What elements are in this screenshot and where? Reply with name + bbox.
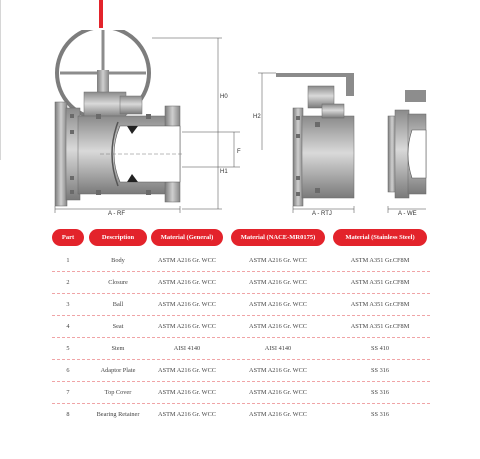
cell-material-stainless: SS 410	[370, 345, 390, 352]
cell-part: 8	[66, 411, 70, 418]
valve-rf-drawing	[55, 30, 182, 206]
header-part: Part	[52, 229, 84, 246]
cell-material-stainless: ASTM A351 Gr.CF8M	[350, 257, 410, 264]
cell-part: 2	[66, 279, 70, 286]
valve-rtj-drawing	[276, 73, 354, 206]
cell-material-general: ASTM A216 Gr. WCC	[158, 389, 216, 396]
cell-description: Closure	[108, 279, 128, 286]
header-material-nace: Material (NACE-MR0175)	[231, 229, 325, 246]
header-material-stainless: Material (Stainless Steel)	[333, 229, 427, 246]
cell-material-general: ASTM A216 Gr. WCC	[158, 367, 216, 374]
cell-description: Bearing Retainer	[96, 411, 140, 418]
cell-material-stainless: SS 316	[370, 411, 390, 418]
table-row	[52, 404, 430, 425]
cell-material-stainless: ASTM A351 Gr.CF8M	[350, 323, 410, 330]
cell-material-nace: ASTM A216 Gr. WCC	[249, 323, 307, 330]
table-header	[52, 229, 430, 247]
cell-description: Stem	[111, 345, 125, 352]
materials-table	[52, 229, 430, 425]
cell-material-general: AISI 4140	[173, 345, 201, 352]
cell-material-general: ASTM A216 Gr. WCC	[158, 301, 216, 308]
cell-material-stainless: ASTM A351 Gr.CF8M	[350, 301, 410, 308]
dim-label-h1: H1	[220, 169, 228, 175]
cell-material-nace: ASTM A216 Gr. WCC	[249, 389, 307, 396]
cell-material-stainless: SS 316	[370, 367, 390, 374]
table-row	[52, 382, 430, 404]
cell-part: 6	[66, 367, 70, 374]
cell-material-general: ASTM A216 Gr. WCC	[158, 257, 216, 264]
dim-label-h2: H2	[253, 114, 261, 120]
cell-part: 7	[66, 389, 70, 396]
cell-part: 3	[66, 301, 70, 308]
cell-description: Seat	[112, 323, 124, 330]
table-row	[52, 338, 430, 360]
cell-material-nace: ASTM A216 Gr. WCC	[249, 301, 307, 308]
cell-description: Top Cover	[104, 389, 132, 396]
cell-part: 1	[66, 257, 70, 264]
cell-material-stainless: ASTM A351 Gr.CF8M	[350, 279, 410, 286]
cell-material-nace: ASTM A216 Gr. WCC	[249, 279, 307, 286]
cell-material-stainless: SS 316	[370, 389, 390, 396]
dim-label-h0: H0	[220, 94, 228, 100]
cell-part: 4	[66, 323, 70, 330]
valve-diagram	[0, 30, 480, 225]
cell-material-nace: ASTM A216 Gr. WCC	[249, 257, 307, 264]
table-row	[52, 250, 430, 272]
dim-label-a-rf: A - RF	[108, 211, 126, 217]
cell-material-nace: ASTM A216 Gr. WCC	[249, 411, 307, 418]
cell-description: Ball	[112, 301, 124, 308]
cell-material-general: ASTM A216 Gr. WCC	[158, 323, 216, 330]
dim-label-a-rtj: A - RTJ	[312, 211, 332, 217]
header-description: Description	[89, 229, 147, 246]
valve-we-drawing	[388, 90, 426, 198]
table-row	[52, 294, 430, 316]
cell-description: Adaptor Plate	[100, 367, 136, 374]
cell-material-nace: ASTM A216 Gr. WCC	[249, 367, 307, 374]
cell-material-nace: AISI 4140	[264, 345, 292, 352]
dim-label-a-we: A - WE	[398, 211, 417, 217]
table-row	[52, 316, 430, 338]
accent-bar	[99, 0, 103, 28]
header-material-general: Material (General)	[151, 229, 223, 246]
table-row	[52, 272, 430, 294]
dim-label-f: F	[237, 149, 241, 155]
table-row	[52, 360, 430, 382]
cell-part: 5	[66, 345, 70, 352]
cell-material-general: ASTM A216 Gr. WCC	[158, 279, 216, 286]
cell-description: Body	[111, 257, 125, 264]
cell-material-general: ASTM A216 Gr. WCC	[158, 411, 216, 418]
